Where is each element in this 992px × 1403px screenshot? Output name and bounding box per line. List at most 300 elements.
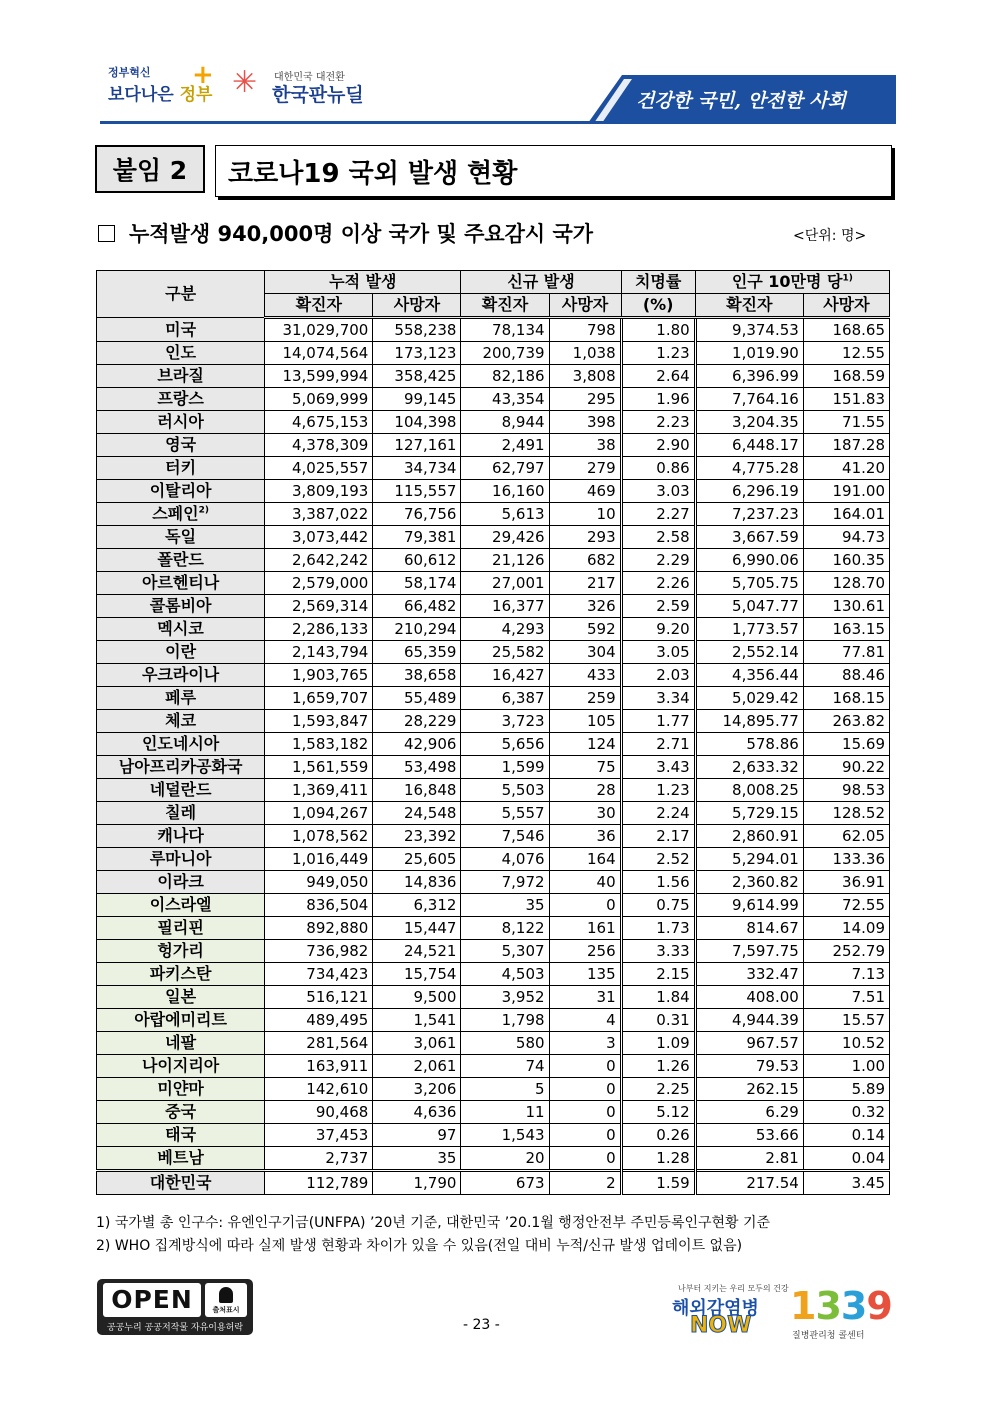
cum-cases-cell: 3,073,442: [265, 526, 373, 549]
cum-deaths-cell: 558,238: [373, 318, 461, 342]
country-cell: [97, 986, 265, 1009]
new-deaths-cell: 40: [549, 871, 621, 894]
table-row: [97, 894, 890, 917]
cum-deaths-cell: 173,123: [373, 342, 461, 365]
country-name: 브라질: [157, 366, 204, 385]
per100k-deaths-cell: 160.35: [803, 549, 889, 572]
new-deaths-cell: 798: [549, 318, 621, 342]
new-deaths-cell: 0: [549, 1078, 621, 1101]
per100k-cases-cell: 4,775.28: [695, 457, 803, 480]
cum-deaths-cell: 38,658: [373, 664, 461, 687]
country-cell: [97, 411, 265, 434]
country-cell: [97, 917, 265, 940]
per100k-deaths-cell: 72.55: [803, 894, 889, 917]
fatality-cell: 2.15: [621, 963, 695, 986]
call-digit: 9: [866, 1284, 892, 1328]
per100k-deaths-cell: 151.83: [803, 388, 889, 411]
table-row: [97, 342, 890, 365]
fatality-cell: 2.24: [621, 802, 695, 825]
per100k-deaths-cell: 252.79: [803, 940, 889, 963]
cum-cases-cell: 892,880: [265, 917, 373, 940]
footnote-1: 1) 국가별 총 인구수: 유엔인구기금(UNFPA) ’20년 기준, 대한민국 ’20.1월 행정안전부 주민등록인구현황 기준: [96, 1215, 771, 1231]
table-row: [97, 641, 890, 664]
cum-deaths-cell: 55,489: [373, 687, 461, 710]
country-cell: [97, 457, 265, 480]
new-cases-cell: 1,543: [461, 1124, 549, 1147]
per100k-cases-cell: 6.29: [695, 1101, 803, 1124]
header-per100k-cases: 확진자: [695, 294, 803, 318]
table-body: [97, 318, 890, 1195]
country-name: 파키스탄: [149, 964, 212, 983]
header-category: 구분: [97, 271, 265, 318]
new-deaths-cell: 28: [549, 779, 621, 802]
per100k-deaths-cell: 0.14: [803, 1124, 889, 1147]
cum-deaths-cell: 14,836: [373, 871, 461, 894]
per100k-deaths-cell: 7.51: [803, 986, 889, 1009]
now-logo-line2: NOW: [690, 1313, 752, 1338]
new-deaths-cell: 592: [549, 618, 621, 641]
header-cum-deaths: 사망자: [373, 294, 461, 318]
new-cases-cell: 5,557: [461, 802, 549, 825]
per100k-cases-cell: 408.00: [695, 986, 803, 1009]
country-cell: [97, 595, 265, 618]
cum-deaths-cell: 115,557: [373, 480, 461, 503]
country-name: 대한민국: [149, 1173, 212, 1192]
new-cases-cell: 4,503: [461, 963, 549, 986]
new-cases-cell: 5,503: [461, 779, 549, 802]
new-cases-cell: 3,952: [461, 986, 549, 1009]
cum-deaths-cell: 66,482: [373, 595, 461, 618]
per100k-cases-cell: 2,633.32: [695, 756, 803, 779]
new-deaths-cell: 304: [549, 641, 621, 664]
country-cell: [97, 963, 265, 986]
per100k-cases-cell: 814.67: [695, 917, 803, 940]
per100k-cases-cell: 6,990.06: [695, 549, 803, 572]
country-cell: [97, 687, 265, 710]
header-new-cases: 확진자: [461, 294, 549, 318]
cum-cases-cell: 5,069,999: [265, 388, 373, 411]
fatality-cell: 1.59: [621, 1171, 695, 1195]
country-name: 중국: [165, 1102, 197, 1121]
country-name: 루마니아: [149, 849, 212, 868]
per100k-deaths-cell: 133.36: [803, 848, 889, 871]
per100k-cases-cell: 9,614.99: [695, 894, 803, 917]
fatality-cell: 3.43: [621, 756, 695, 779]
new-deaths-cell: 682: [549, 549, 621, 572]
per100k-cases-cell: 4,356.44: [695, 664, 803, 687]
fatality-cell: 2.52: [621, 848, 695, 871]
table-row: [97, 526, 890, 549]
per100k-cases-cell: 217.54: [695, 1171, 803, 1195]
cum-deaths-cell: 16,848: [373, 779, 461, 802]
new-cases-cell: 25,582: [461, 641, 549, 664]
cum-deaths-cell: 65,359: [373, 641, 461, 664]
per100k-deaths-cell: 41.20: [803, 457, 889, 480]
fatality-cell: 2.25: [621, 1078, 695, 1101]
table-row: [97, 756, 890, 779]
country-cell: [97, 549, 265, 572]
table-row: [97, 1147, 890, 1171]
table-row: [97, 1101, 890, 1124]
new-deaths-cell: 398: [549, 411, 621, 434]
per100k-cases-cell: 4,944.39: [695, 1009, 803, 1032]
cum-deaths-cell: 58,174: [373, 572, 461, 595]
new-deaths-cell: 30: [549, 802, 621, 825]
country-cell: [97, 388, 265, 411]
country-name: 독일: [165, 527, 197, 546]
cum-cases-cell: 1,094,267: [265, 802, 373, 825]
new-deaths-cell: 124: [549, 733, 621, 756]
per100k-deaths-cell: 0.32: [803, 1101, 889, 1124]
attribution-caption: 출처표시: [212, 1306, 240, 1314]
per100k-cases-cell: 8,008.25: [695, 779, 803, 802]
fatality-cell: 3.33: [621, 940, 695, 963]
per100k-cases-cell: 1,773.57: [695, 618, 803, 641]
country-name: 멕시코: [157, 619, 204, 638]
country-cell: [97, 434, 265, 457]
attachment-tag: 붙임 2: [95, 145, 205, 193]
fatality-cell: 1.80: [621, 318, 695, 342]
per100k-cases-cell: 262.15: [695, 1078, 803, 1101]
per100k-deaths-cell: 62.05: [803, 825, 889, 848]
country-cell: [97, 1101, 265, 1124]
call-digit: 3: [815, 1284, 841, 1328]
cum-deaths-cell: 4,636: [373, 1101, 461, 1124]
slogan-text: 건강한 국민, 안전한 사회: [636, 90, 846, 112]
country-name: 체코: [165, 711, 197, 730]
per100k-cases-cell: 332.47: [695, 963, 803, 986]
new-cases-cell: 1,798: [461, 1009, 549, 1032]
new-cases-cell: 27,001: [461, 572, 549, 595]
table-row: [97, 825, 890, 848]
cum-deaths-cell: 104,398: [373, 411, 461, 434]
cum-cases-cell: 112,789: [265, 1171, 373, 1195]
per100k-cases-cell: 7,237.23: [695, 503, 803, 526]
country-name: 인도: [165, 343, 197, 362]
fatality-cell: 3.03: [621, 480, 695, 503]
header-fatality-unit: (%): [621, 294, 695, 318]
new-cases-cell: 78,134: [461, 318, 549, 342]
cum-cases-cell: 489,495: [265, 1009, 373, 1032]
new-deaths-cell: 0: [549, 1124, 621, 1147]
country-cell: [97, 318, 265, 342]
country-name: 미국: [165, 319, 197, 339]
table-row: [97, 549, 890, 572]
new-deaths-cell: 164: [549, 848, 621, 871]
new-cases-cell: 35: [461, 894, 549, 917]
new-deaths-cell: 31: [549, 986, 621, 1009]
cum-cases-cell: 163,911: [265, 1055, 373, 1078]
table-row: [97, 1171, 890, 1195]
header-new-deaths: 사망자: [549, 294, 621, 318]
footnote-2: 2) WHO 집계방식에 따라 실제 발생 현황과 차이가 있을 수 있음(전일 대비 누적/신규 발생 업데이트 없음): [96, 1238, 743, 1254]
open-license-badge: [97, 1279, 253, 1335]
table-row: [97, 848, 890, 871]
cum-deaths-cell: 53,498: [373, 756, 461, 779]
cum-cases-cell: 13,599,994: [265, 365, 373, 388]
cum-deaths-cell: 23,392: [373, 825, 461, 848]
per100k-cases-cell: 3,204.35: [695, 411, 803, 434]
country-cell: [97, 1009, 265, 1032]
per100k-deaths-cell: 164.01: [803, 503, 889, 526]
new-deaths-cell: 0: [549, 894, 621, 917]
section-heading-text: 누적발생 940,000명 이상 국가 및 주요감시 국가: [129, 222, 594, 246]
checkbox-icon: [98, 225, 115, 242]
cum-deaths-cell: 1,790: [373, 1171, 461, 1195]
new-deaths-cell: 433: [549, 664, 621, 687]
new-cases-cell: 7,546: [461, 825, 549, 848]
header-per100k-text: 인구 10만명 당: [731, 272, 843, 291]
new-cases-cell: 8,944: [461, 411, 549, 434]
cum-deaths-cell: 3,206: [373, 1078, 461, 1101]
table-row: [97, 687, 890, 710]
country-name: 태국: [165, 1125, 197, 1144]
fatality-cell: 1.26: [621, 1055, 695, 1078]
fatality-cell: 5.12: [621, 1101, 695, 1124]
fatality-cell: 2.59: [621, 595, 695, 618]
new-cases-cell: 21,126: [461, 549, 549, 572]
cum-cases-cell: 14,074,564: [265, 342, 373, 365]
per100k-cases-cell: 7,597.75: [695, 940, 803, 963]
cum-cases-cell: 2,143,794: [265, 641, 373, 664]
country-name: 프랑스: [157, 389, 204, 408]
call-center-number: [790, 1284, 892, 1328]
per100k-deaths-cell: 77.81: [803, 641, 889, 664]
country-cell: [97, 871, 265, 894]
cum-cases-cell: 4,025,557: [265, 457, 373, 480]
country-cell: [97, 756, 265, 779]
per100k-cases-cell: 2,860.91: [695, 825, 803, 848]
new-deaths-cell: 256: [549, 940, 621, 963]
country-cell: [97, 1055, 265, 1078]
sparkle-icon: ✳: [232, 65, 258, 100]
new-deal-big-text: 한국판뉴딜: [272, 84, 364, 106]
per100k-cases-cell: 79.53: [695, 1055, 803, 1078]
cum-cases-cell: 1,903,765: [265, 664, 373, 687]
per100k-deaths-cell: 88.46: [803, 664, 889, 687]
new-deaths-cell: 3,808: [549, 365, 621, 388]
cum-cases-cell: 949,050: [265, 871, 373, 894]
per100k-deaths-cell: 15.69: [803, 733, 889, 756]
new-deaths-cell: 161: [549, 917, 621, 940]
table-row: [97, 595, 890, 618]
cum-cases-cell: 37,453: [265, 1124, 373, 1147]
country-cell: [97, 503, 265, 526]
per100k-deaths-cell: 3.45: [803, 1171, 889, 1195]
open-license-caption: 공공누리 공공저작물 자유이용허락: [106, 1323, 244, 1333]
fatality-cell: 1.96: [621, 388, 695, 411]
cum-deaths-cell: 35: [373, 1147, 461, 1171]
country-name: 이란: [165, 642, 197, 661]
per100k-cases-cell: 1,019.90: [695, 342, 803, 365]
per100k-deaths-cell: 0.04: [803, 1147, 889, 1171]
new-cases-cell: 580: [461, 1032, 549, 1055]
cum-deaths-cell: 99,145: [373, 388, 461, 411]
new-cases-cell: 20: [461, 1147, 549, 1171]
new-deaths-cell: 75: [549, 756, 621, 779]
country-name: 영국: [165, 435, 197, 454]
per100k-deaths-cell: 90.22: [803, 756, 889, 779]
table-row: [97, 917, 890, 940]
per100k-deaths-cell: 191.00: [803, 480, 889, 503]
per100k-deaths-cell: 36.91: [803, 871, 889, 894]
cum-deaths-cell: 24,521: [373, 940, 461, 963]
new-deaths-cell: 135: [549, 963, 621, 986]
cum-cases-cell: 836,504: [265, 894, 373, 917]
cum-deaths-cell: 6,312: [373, 894, 461, 917]
new-cases-cell: 4,293: [461, 618, 549, 641]
per100k-deaths-cell: 128.70: [803, 572, 889, 595]
country-name: 네팔: [165, 1033, 197, 1052]
country-cell: [97, 894, 265, 917]
header-divider: [100, 121, 896, 124]
per100k-deaths-cell: 263.82: [803, 710, 889, 733]
country-name: 이스라엘: [149, 895, 212, 914]
fatality-cell: 2.23: [621, 411, 695, 434]
cum-deaths-cell: 34,734: [373, 457, 461, 480]
per100k-cases-cell: 3,667.59: [695, 526, 803, 549]
new-cases-cell: 5,307: [461, 940, 549, 963]
cum-cases-cell: 516,121: [265, 986, 373, 1009]
new-cases-cell: 6,387: [461, 687, 549, 710]
fatality-cell: 3.34: [621, 687, 695, 710]
country-cell: [97, 365, 265, 388]
fatality-cell: 0.75: [621, 894, 695, 917]
cum-deaths-cell: 97: [373, 1124, 461, 1147]
per100k-cases-cell: 6,448.17: [695, 434, 803, 457]
new-deaths-cell: 259: [549, 687, 621, 710]
gov-logo-big-1: 보다나은: [108, 85, 174, 105]
covid-table: [96, 270, 890, 1195]
new-deaths-cell: 2: [549, 1171, 621, 1195]
per100k-cases-cell: 9,374.53: [695, 318, 803, 342]
per100k-cases-cell: 2.81: [695, 1147, 803, 1171]
fatality-cell: 2.58: [621, 526, 695, 549]
cum-cases-cell: 4,675,153: [265, 411, 373, 434]
cum-deaths-cell: 60,612: [373, 549, 461, 572]
cum-deaths-cell: 9,500: [373, 986, 461, 1009]
country-cell: [97, 940, 265, 963]
cum-deaths-cell: 25,605: [373, 848, 461, 871]
per100k-deaths-cell: 98.53: [803, 779, 889, 802]
fatality-cell: 2.26: [621, 572, 695, 595]
per100k-cases-cell: 7,764.16: [695, 388, 803, 411]
per100k-deaths-cell: 15.57: [803, 1009, 889, 1032]
cum-cases-cell: 142,610: [265, 1078, 373, 1101]
gov-logo-big-2: 정부: [179, 85, 213, 105]
cum-deaths-cell: 127,161: [373, 434, 461, 457]
new-cases-cell: 29,426: [461, 526, 549, 549]
korean-new-deal-logo: [232, 64, 372, 108]
per100k-cases-cell: 5,029.42: [695, 687, 803, 710]
new-deaths-cell: 0: [549, 1147, 621, 1171]
country-cell: [97, 480, 265, 503]
cum-deaths-cell: 1,541: [373, 1009, 461, 1032]
country-cell: [97, 572, 265, 595]
per100k-deaths-cell: 128.52: [803, 802, 889, 825]
call-center-logo: [790, 1286, 900, 1342]
new-cases-cell: 4,076: [461, 848, 549, 871]
per100k-deaths-cell: 14.09: [803, 917, 889, 940]
new-deaths-cell: 10: [549, 503, 621, 526]
country-name: 네덜란드: [149, 780, 212, 799]
new-deaths-cell: 38: [549, 434, 621, 457]
country-cell: [97, 1078, 265, 1101]
new-cases-cell: 11: [461, 1101, 549, 1124]
cum-cases-cell: 734,423: [265, 963, 373, 986]
country-name: 이탈리아: [149, 481, 212, 500]
section-heading: [98, 218, 593, 248]
new-deaths-cell: 0: [549, 1055, 621, 1078]
cum-cases-cell: 1,583,182: [265, 733, 373, 756]
cum-deaths-cell: 358,425: [373, 365, 461, 388]
country-cell: [97, 802, 265, 825]
cum-cases-cell: 1,078,562: [265, 825, 373, 848]
per100k-deaths-cell: 5.89: [803, 1078, 889, 1101]
table-row: [97, 503, 890, 526]
cum-cases-cell: 31,029,700: [265, 318, 373, 342]
fatality-cell: 2.29: [621, 549, 695, 572]
header-new: 신규 발생: [461, 271, 621, 294]
cum-deaths-cell: 2,061: [373, 1055, 461, 1078]
fatality-cell: 1.73: [621, 917, 695, 940]
table-row: [97, 365, 890, 388]
cum-cases-cell: 1,593,847: [265, 710, 373, 733]
country-cell: [97, 1147, 265, 1171]
country-name: 아르헨티나: [141, 573, 220, 592]
cum-deaths-cell: 210,294: [373, 618, 461, 641]
country-name: 우크라이나: [141, 665, 220, 684]
per100k-cases-cell: 6,296.19: [695, 480, 803, 503]
new-cases-cell: 16,377: [461, 595, 549, 618]
new-deaths-cell: 293: [549, 526, 621, 549]
new-deaths-cell: 295: [549, 388, 621, 411]
country-name: 캐나다: [157, 826, 204, 845]
overseas-infection-now-logo: [672, 1283, 789, 1341]
new-deal-small-text: 대한민국 대전환: [274, 72, 345, 83]
country-name: 이라크: [157, 872, 204, 891]
country-cell: [97, 1124, 265, 1147]
call-center-caption: 질병관리청 콜센터: [792, 1331, 865, 1341]
country-cell: [97, 526, 265, 549]
country-name: 일본: [165, 987, 197, 1006]
new-deaths-cell: 4: [549, 1009, 621, 1032]
cum-cases-cell: 2,642,242: [265, 549, 373, 572]
per100k-deaths-cell: 163.15: [803, 618, 889, 641]
table-row: [97, 779, 890, 802]
per100k-cases-cell: 5,047.77: [695, 595, 803, 618]
country-name: 터키: [165, 458, 197, 477]
cum-cases-cell: 2,286,133: [265, 618, 373, 641]
table-row: [97, 1032, 890, 1055]
cum-deaths-cell: 76,756: [373, 503, 461, 526]
country-name: 베트남: [157, 1148, 204, 1167]
per100k-deaths-cell: 94.73: [803, 526, 889, 549]
country-cell: [97, 1171, 265, 1195]
country-name: 필리핀: [157, 918, 204, 937]
plus-icon: +: [192, 60, 214, 90]
country-note: 2): [198, 505, 209, 516]
cum-deaths-cell: 24,548: [373, 802, 461, 825]
table-row: [97, 1078, 890, 1101]
new-cases-cell: 200,739: [461, 342, 549, 365]
now-logo-line1: 해외감염병: [672, 1298, 759, 1319]
table-row: [97, 480, 890, 503]
per100k-deaths-cell: 130.61: [803, 595, 889, 618]
table-row: [97, 572, 890, 595]
header-per100k-note: 1): [842, 273, 853, 284]
table-row: [97, 434, 890, 457]
